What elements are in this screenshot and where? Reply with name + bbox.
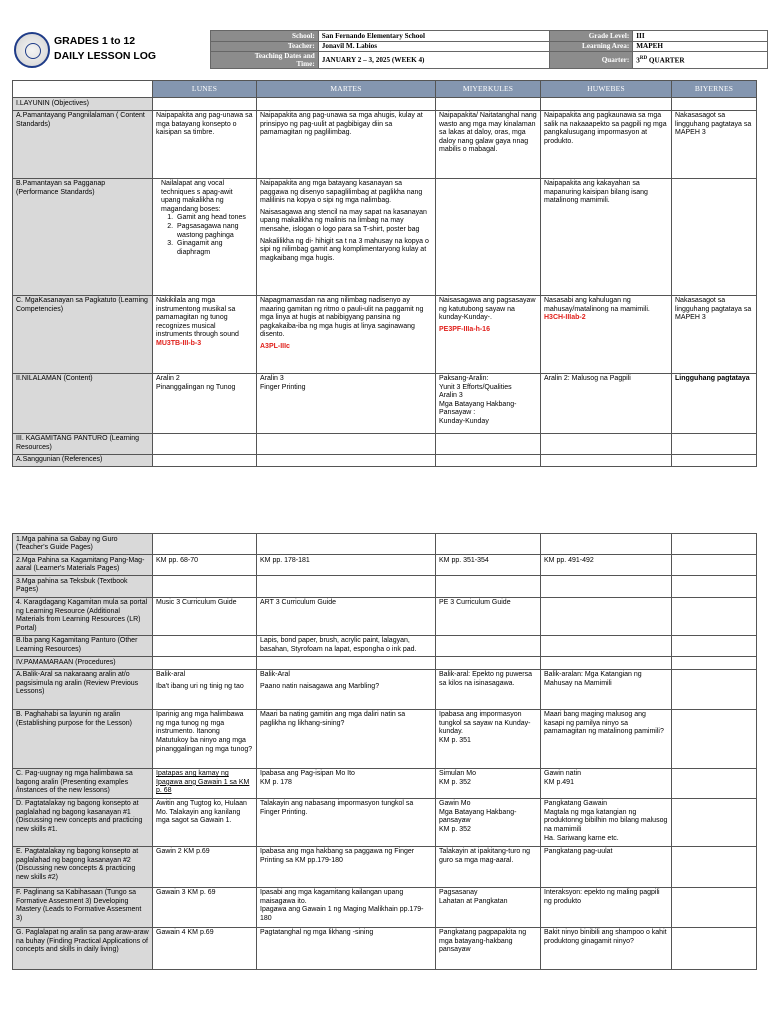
row-label-discuss-2: E. Pagtatalakay ng bagong konsepto at paglalahad ng bagong kasanayan #2 (Discussing new concepts & practicing new skills #2) (13, 846, 153, 887)
cell-review-miyerkules: Balik-aral: Epekto ng puwersa sa kilos na isinasagawa. (436, 669, 541, 709)
cell-lm-lunes: KM pp. 68-70 (153, 555, 257, 576)
cell-discuss1-lunes: Awitin ang Tugtog ko, Hulaan Mo. Talakayin ang kanilang mga sagot sa Gawain 1. (153, 798, 257, 846)
cell-review-huwebes: Balik-aralan: Mga Katangian ng Mahusay na Mamimili (541, 669, 672, 709)
cell-lr-miyerkules: PE 3 Curriculum Guide (436, 597, 541, 635)
teacher-value: Jonavil M. Labios (318, 41, 550, 52)
cell-lr-lunes: Music 3 Curriculum Guide (153, 597, 257, 635)
row-label-mastery: F. Paglinang sa Kabihasaan (Tungo sa Formative Assesment 3) Developing Mastery (Leads to Formative Assesment 3) (13, 887, 153, 927)
lesson-log-table-part-2 (12, 533, 757, 970)
row-label-other-resources: B.Iba pang Kagamitang Panturo (Other Learning Resources) (13, 635, 153, 656)
cell-discuss2-martes: Ipabasa ang mga hakbang sa paggawa ng Finger Printing sa KM pp.179-180 (257, 846, 436, 887)
row-label-content: II.NILALAMAN (Content) (13, 373, 153, 433)
cell-content-martes: Aralin 3 Finger Printing (257, 373, 436, 433)
cell-competency-huwebes: Nasasabi ang kahulugan ng mahusay/matalinong na mamimili. H3CH-IIIab-2 (541, 295, 672, 373)
cell-purpose-huwebes: Maari bang maging malusog ang kasapi ng pamilya ninyo sa pamamagitan ng matalinong pamimili? (541, 709, 672, 768)
cell-lm-miyerkules: KM pp. 351-354 (436, 555, 541, 576)
teacher-label: Teacher: (211, 41, 319, 52)
school-value: San Fernando Elementary School (318, 31, 550, 42)
cell-content-std-biyernes: Nakasasagot sa lingguhang pagtataya sa MAPEH 3 (672, 110, 757, 178)
learning-area-value: MAPEH (633, 41, 768, 52)
quarter-value: 3RD QUARTER (633, 52, 768, 69)
row-label-application: G. Paglalapat ng aralin sa pang araw-araw na buhay (Finding Practical Applications of concepts and skills in daily living) (13, 927, 153, 969)
cell-perf-std-biyernes (672, 178, 757, 295)
cell-content-biyernes: Lingguhang pagtataya (672, 373, 757, 433)
cell-discuss2-miyerkules: Talakayin at ipakitang-turo ng guro sa mga mag-aaral. (436, 846, 541, 887)
cell-mastery-huwebes: Interaksyon: epekto ng maling pagpili ng produkto (541, 887, 672, 927)
competency-code: PE3PF-IIIa-h-16 (439, 325, 490, 333)
cell-application-huwebes: Bakit ninyo binibili ang shampoo o kahit produktong ginagamit ninyo? (541, 927, 672, 969)
cell-purpose-miyerkules: Ipabasa ang impormasyon tungkol sa sayaw na Kunday-kunday. KM p. 351 (436, 709, 541, 768)
cell-competency-lunes: Nakikilala ang mga instrumentong musikal sa pamamagitan ng tunog recognizes musical instruments through sound MU3TB-III-b-3 (153, 295, 257, 373)
cell-discuss2-lunes: Gawin 2 KM p.69 (153, 846, 257, 887)
teaching-dates-value: JANUARY 2 – 3, 2025 (WEEK 4) (318, 52, 550, 69)
day-header-miyerkules: MIYERKULES (436, 81, 541, 98)
cell-perf-std-martes: Naipapakita ang mga batayang kasanayan sa paggawa ng disenyo sapaglilimbag at paglikha nang malilinis na kopya o sipi ng mga nalimbag. Naisasagawa ang stencil na may sapat na kasanayan upang makalikha ng malinis na limbag na may mensahe, islogan o logo para sa T-shirt, poster bag Nakalilikha ng di- hihigit sa t na 3 mahusay na kopya o sipi ng nilimbag gamit ang komplimentaryong kulay at magkaibang mga hugis. (257, 178, 436, 295)
day-header-biyernes: BIYERNES (672, 81, 757, 98)
competency-code: H3CH-IIIab-2 (544, 314, 586, 322)
cell-application-lunes: Gawain 4 KM p.69 (153, 927, 257, 969)
row-label-purpose: B. Paghahabi sa layunin ng aralin (Establishing purpose for the Lesson) (13, 709, 153, 768)
cell-discuss1-miyerkules: Gawin Mo Mga Batayang Hakbang-pansayaw KM p. 352 (436, 798, 541, 846)
row-label-layunin: I.LAYUNIN (Objectives) (13, 98, 153, 111)
cell-purpose-lunes: Iparinig ang mga halimbawa ng mga tunog ng mga instrumento. Itanong Matutukoy ba ninyo ang mga pinanggalingan ng mga tunog? (153, 709, 257, 768)
cell-application-martes: Pagtatanghal ng mga likhang -sining (257, 927, 436, 969)
cell-review-lunes: Balik-aral Iba't ibang uri ng tinig ng tao (153, 669, 257, 709)
cell-purpose-martes: Maari ba nating gamitin ang mga daliri natin sa paglikha ng likhang-sining? (257, 709, 436, 768)
cell-content-std-huwebes: Naipapakita ang pagkaunawa sa mga salik na nakaaapekto sa pagpili ng mga pangkalusugang impormasyon at produkto. (541, 110, 672, 178)
row-label-content-standards: A.Pamantayang Pangnilalaman ( Content Standards) (13, 110, 153, 178)
cell-lm-martes: KM pp. 178-181 (257, 555, 436, 576)
row-label-teachers-guide: 1.Mga pahina sa Gabay ng Guro (Teacher's Guide Pages) (13, 534, 153, 555)
row-label-learning-competencies: C. MgaKasanayan sa Pagkatuto (Learning Competencies) (13, 295, 153, 373)
day-header-martes: MARTES (257, 81, 436, 98)
competency-code: MU3TB-III-b-3 (156, 340, 202, 348)
teaching-dates-label: Teaching Dates and Time: (211, 52, 319, 69)
cell-content-std-lunes: Naipapakita ang pag-unawa sa mga batayang konsepto o kaisipan sa timbre. (153, 110, 257, 178)
cell-review-martes: Balik-Aral Paano natin naisagawa ang Marbling? (257, 669, 436, 709)
document-title: GRADES 1 to 12 DAILY LESSON LOG (54, 35, 157, 62)
grade-level-label: Grade Level: (550, 31, 633, 42)
list-item: 3. Ginagamit ang diaphragm (175, 240, 253, 257)
cell-other-martes: Lapis, bond paper, brush, acrylic paint, lalagyan, basahan, Styrofoam na lapat, espongha o ink pad. (257, 635, 436, 656)
cell-content-miyerkules: Paksang-Aralin: Yunit 3 Efforts/Qualities Aralin 3 Mga Batayang Hakbang-Pansayaw : Kunday-Kunday (436, 373, 541, 433)
header-info-table (210, 30, 768, 69)
cell-discuss1-martes: Talakayin ang nabasang impormasyon tungkol sa Finger Printing. (257, 798, 436, 846)
cell-competency-biyernes: Nakasasagot sa lingguhang pagtataya sa MAPEH 3 (672, 295, 757, 373)
lesson-log-table-part-1 (12, 80, 757, 467)
row-label-examples: C. Pag-uugnay ng mga halimbawa sa bagong aralin (Presenting examples /instances of the new lessons) (13, 768, 153, 798)
cell-discuss1-huwebes: Pangkatang Gawain Magtala ng mga katangian ng produktonng bibilhin mo bilang malusog na mamimili Ha. Sariwang karne etc. (541, 798, 672, 846)
cell-examples-huwebes: Gawin natin KM p.491 (541, 768, 672, 798)
quarter-label: Quarter: (550, 52, 633, 69)
grade-level-value: III (633, 31, 768, 42)
cell-content-std-miyerkules: Naipapakita/ Naitatanghal nang wasto ang mga may kinalaman sa lakas at daloy, oras, mga daloy nang galaw gaya nnag mabilis o mabagal. (436, 110, 541, 178)
school-label: School: (211, 31, 319, 42)
cell-perf-std-huwebes: Naipapakita ang kakayahan sa mapanuring kaisipan bilang isang matalinong mamimili. (541, 178, 672, 295)
cell-application-miyerkules: Pangkatang pagpapakita ng mga batayang-hakbang pansayaw (436, 927, 541, 969)
cell-mastery-lunes: Gawain 3 KM p. 69 (153, 887, 257, 927)
cell-competency-miyerkules: Naisasagawa ang pagsasayaw ng katutubong sayaw na kunday-Kunday-. PE3PF-IIIa-h-16 (436, 295, 541, 373)
row-label-discuss-1: D. Pagtatalakay ng bagong konsepto at paglalahad ng bagong kasanayan #1 (Discussing new concepts and practicing new skills #1. (13, 798, 153, 846)
competency-code: A3PL-IIIc (260, 343, 290, 351)
cell-content-std-martes: Naipapakita ang pag-unawa sa mga ahugis, kulay at prinsipyo ng pag-uulit at pagbibigay diin sa pamamagitan ng paglilimbag. (257, 110, 436, 178)
row-label-learners-materials: 2.Mga Pahina sa Kagamitang Pang-Mag-aaral (Learner's Materials Pages) (13, 555, 153, 576)
cell-perf-std-lunes: Nailalapat ang vocal techniques s apag-awit upang makalikha ng magandang boses: 1. Gamit ang head tones 2. Pagsasagawa nang wastong paghinga 3. Ginagamit ang diaphragm (153, 178, 257, 295)
cell-mastery-miyerkules: Pagsasanay Lahatan at Pangkatan (436, 887, 541, 927)
list-item: 2. Pagsasagawa nang wastong paghinga (175, 223, 253, 240)
row-label-procedures: IV.PAMAMARAAN (Procedures) (13, 657, 153, 670)
row-label-references: A.Sanggunian (References) (13, 454, 153, 467)
list-item: 1. Gamit ang head tones (175, 214, 253, 223)
cell-examples-lunes: Ipatapas ang kamay ng Ipagawa ang Gawain 1 sa KM p. 68 (153, 768, 257, 798)
row-label-review: A.Balik-Aral sa nakaraang aralin at/o pagsisimula ng aralin (Review Previous Lessons) (13, 669, 153, 709)
cell-discuss2-huwebes: Pangkatang pag-uulat (541, 846, 672, 887)
corner-cell (13, 81, 153, 98)
cell-lm-huwebes: KM pp. 491-492 (541, 555, 672, 576)
cell-mastery-martes: Ipasabi ang mga kagamitang kailangan upang maisagawa ito. Ipagawa ang Gawain 1 ng Maging Malikhain pp.179-180 (257, 887, 436, 927)
cell-examples-miyerkules: Simulan Mo KM p. 352 (436, 768, 541, 798)
cell-competency-martes: Napagmamasdan na ang nilimbag nadisenyo ay maaring gamitan ng ritmo o pauli-ulit na paggamit ng mga linya at hugis at nabibigyang pansina ng pagkakaiba-iba ng mga hugis at linya saginawang disento. A3PL-IIIc (257, 295, 436, 373)
row-label-learning-resources: III. KAGAMITANG PANTURO (Learning Resources) (13, 433, 153, 454)
row-label-performance-standards: B.Pamantayan sa Pagganap (Performance Standards) (13, 178, 153, 295)
cell-examples-martes: Ipabasa ang Pag-isipan Mo Ito KM p. 178 (257, 768, 436, 798)
vocal-techniques-list (175, 214, 253, 257)
cell-perf-std-miyerkules (436, 178, 541, 295)
day-header-huwebes: HUWEBES (541, 81, 672, 98)
cell-content-lunes: Aralin 2 Pinanggalingan ng Tunog (153, 373, 257, 433)
learning-area-label: Learning Area: (550, 41, 633, 52)
row-label-textbook: 3.Mga pahina sa Teksbuk (Textbook Pages) (13, 576, 153, 597)
deped-seal-icon (14, 32, 50, 68)
row-label-lr-portal: 4. Karagdagang Kagamitan mula sa portal ng Learning Resource (Additional Materials from Learning Resources (LR) Portal) (13, 597, 153, 635)
day-header-lunes: LUNES (153, 81, 257, 98)
cell-lr-martes: ART 3 Curriculum Guide (257, 597, 436, 635)
cell-content-huwebes: Aralin 2: Malusog na Pagpili (541, 373, 672, 433)
lesson-log-header (12, 30, 756, 72)
